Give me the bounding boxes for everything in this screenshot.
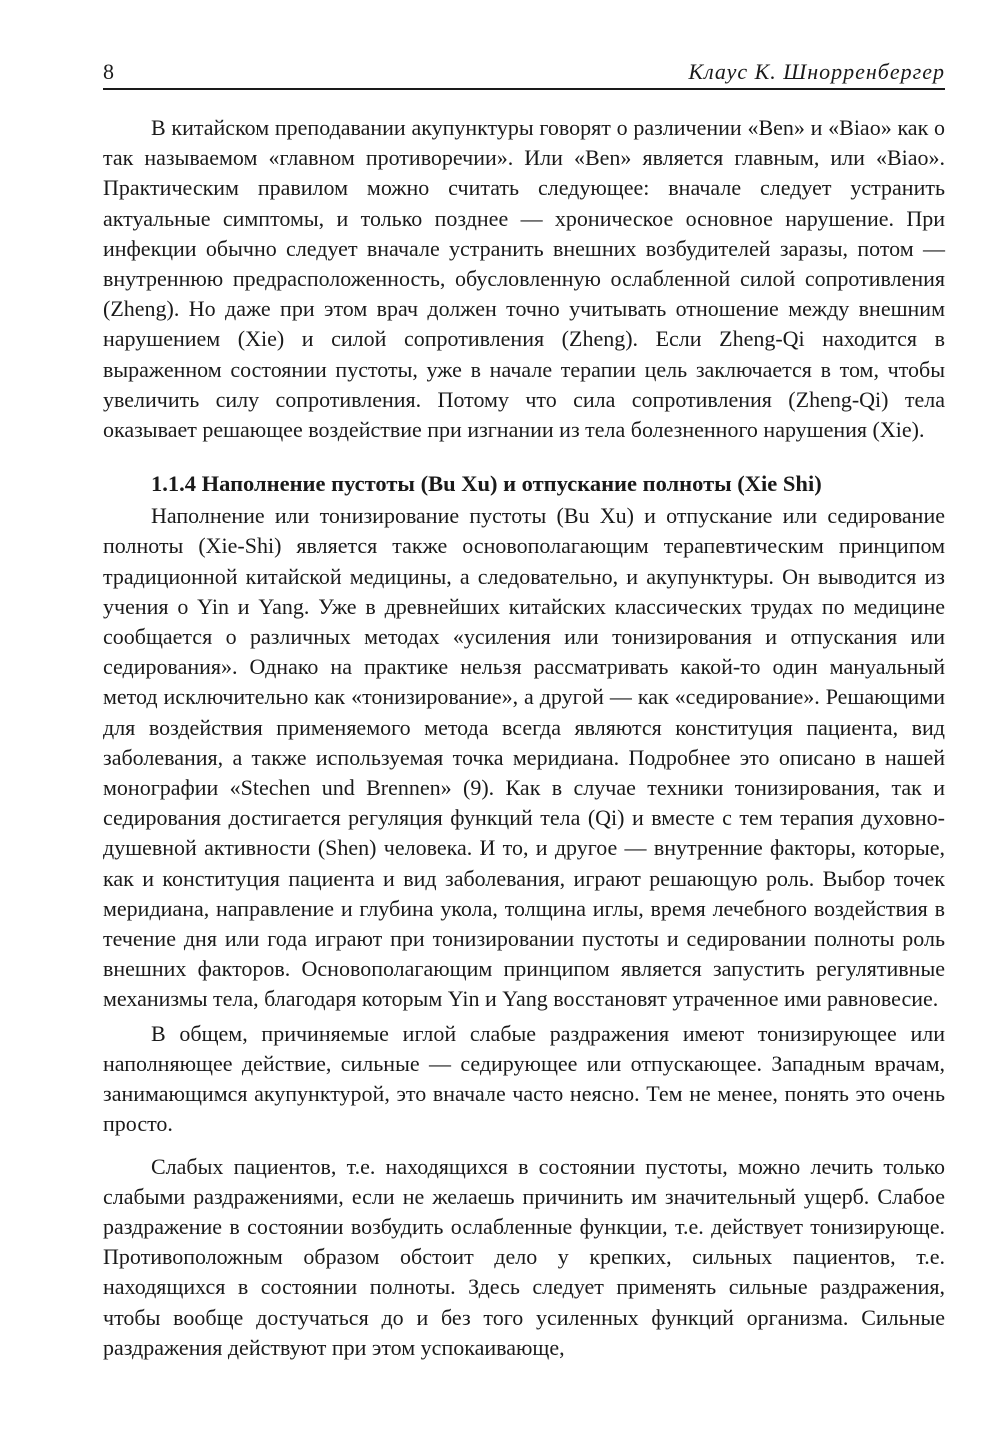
section-heading: 1.1.4 Наполнение пустоты (Bu Xu) и отпускание полноты (Xie Shi) xyxy=(151,471,822,497)
running-head: Клаус К. Шнорренбергер xyxy=(688,59,945,84)
paragraph-ben-biao: В китайском преподавании акупунктуры говорят о различении «Ben» и «Biao» как о так называемом «главном противоречии». Или «Ben» является главным, или «Biao». Практическим правилом можно считать следующее: вначале следует устранить актуальные симптомы, и только позднее — хроническое основное нарушение. При инфекции обычно следует вначале устранить внешних возбудителей заразы, потом — внутреннюю предрасположенность, обусловленную ослабленной силой сопротивления (Zheng). Но даже при этом врач должен точно учитывать отношение между внешним нарушением (Xie) и силой сопротивления (Zheng). Если Zheng-Qi находится в выраженном состоянии пустоты, уже в начале терапии цель заключается в том, чтобы увеличить силу сопротивления. Потому что сила сопротивления (Zheng-Qi) тела оказывает решающее воздействие при изгнании из тела болезненного нарушения (Xie). xyxy=(103,115,945,443)
paragraph-bu-xu-xie-shi: Наполнение или тонизирование пустоты (Bu Xu) и отпускание или седирование полноты (Xie-Shi) является также основополагающим терапевтическим принципом традиционной китайской медицины, а следовательно, и акупунктуры. Он выводится из учения о Yin и Yang. Уже в древнейших китайских классических трудах по медицине сообщается о различных методах «усиления или тонизирования и отпускания или седирования». Однако на практике нельзя рассматривать какой-то один мануальный метод исключительно как «тонизирование», а другой — как «седирование». Решающими для воздействия применяемого метода всегда являются конституция пациента, вид заболевания, а также используемая точка меридиана. Подробнее это описано в нашей монографии «Stechen und Brennen» (9). Как в случае техники тонизирования, так и седирования достигается регуляция функций тела (Qi) и вместе с тем терапия духовно-душевной активности (Shen) человека. И то, и другое — внутренние факторы, которые, как и конституция пациента и вид заболевания, играют решающую роль. Выбор точек меридиана, направление и глубина укола, толщина иглы, время лечебного воздействия в течение дня или года играют при тонизировании пустоты и седировании полноты роль внешних факторов. Основополагающим принципом является запустить регулятивные механизмы тела, благодаря которым Yin и Yang восстановят утраченное ими равновесие. xyxy=(103,503,945,1012)
page-body xyxy=(103,113,945,1363)
paragraph-weak-strong-stimuli: В общем, причиняемые иглой слабые раздражения имеют тонизирующее или наполняющее действие, сильные — седирующее или отпускающее. Западным врачам, занимающимся акупунктурой, это вначале часто неясно. Тем не менее, понять это очень просто. xyxy=(103,1020,945,1137)
paragraph-weak-patients: Слабых пациентов, т.е. находящихся в состоянии пустоты, можно лечить только слабыми раздражениями, если не желаешь причинить им значительный ущерб. Слабое раздражение в состоянии возбудить ослабленные функции, т.е. действует тонизирующе. Противоположным образом обстоит дело у крепких, сильных пациентов, т.е. находящихся в состоянии полноты. Здесь следует применять сильные раздражения, чтобы вообще достучаться до и без того усиленных функций организма. Сильные раздражения действуют при этом успокаивающе, xyxy=(103,1153,945,1360)
page-header xyxy=(103,52,945,90)
page-number: 8 xyxy=(103,59,114,84)
